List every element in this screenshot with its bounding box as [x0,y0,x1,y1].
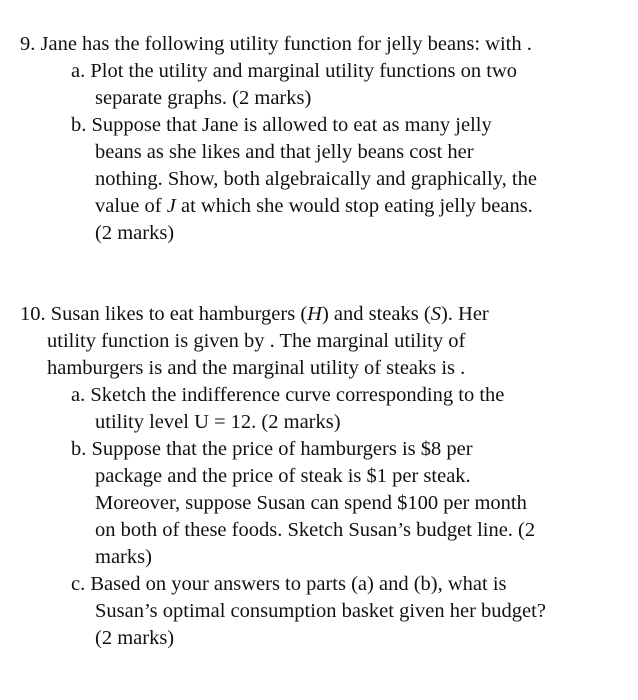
q9a-line-2: separate graphs. (2 marks) [95,87,312,109]
q10a-line-1: a. Sketch the indifference curve corresponding to the [71,384,505,406]
q10a-line-2: utility level U = 12. (2 marks) [95,411,341,433]
q10c-line-2: Susan’s optimal consumption basket given her budget? [95,600,546,622]
q9b-line-3: nothing. Show, both algebraically and graphically, the [95,168,537,190]
q9b-line-1: b. Suppose that Jane is allowed to eat as many jelly [71,114,492,136]
q10c-line-3: (2 marks) [95,627,175,649]
q10b-line-3: Moreover, suppose Susan can spend $100 per month [95,492,527,514]
q10b-line-5: marks) [95,546,152,568]
q9b-line-5: (2 marks) [95,222,175,244]
variable-j: J [166,195,176,217]
q9b-line-2: beans as she likes and that jelly beans cost her [95,141,474,163]
q10c-line-1: c. Based on your answers to parts (a) and (b), what is [71,573,507,595]
q10-l1-b: ) and steaks ( [321,303,431,325]
q10-l1-a: 10. Susan likes to eat hamburgers ( [20,303,308,325]
q10b-line-1: b. Suppose that the price of hamburgers is $8 per [71,438,473,460]
q10-l1-c: ). Her [440,303,489,325]
q10-stem-line-3: hamburgers is and the marginal utility of steaks is . [47,357,466,379]
q9-stem: 9. Jane has the following utility function for jelly beans: with . [20,33,532,55]
q10b-line-2: package and the price of steak is $1 per steak. [95,465,471,487]
q9b-line-4-pre: value of [95,195,167,217]
q9b-line-4 [95,193,533,220]
variable-h: H [307,303,322,325]
variable-s: S [430,303,441,325]
q9b-line-4-post: at which she would stop eating jelly beans. [175,195,533,217]
q10-stem-line-1 [20,301,489,328]
q9a-line-1: a. Plot the utility and marginal utility functions on two [71,60,518,82]
q10b-line-4: on both of these foods. Sketch Susan’s budget line. (2 [95,519,536,541]
q10-stem-line-2: utility function is given by . The marginal utility of [47,330,466,352]
